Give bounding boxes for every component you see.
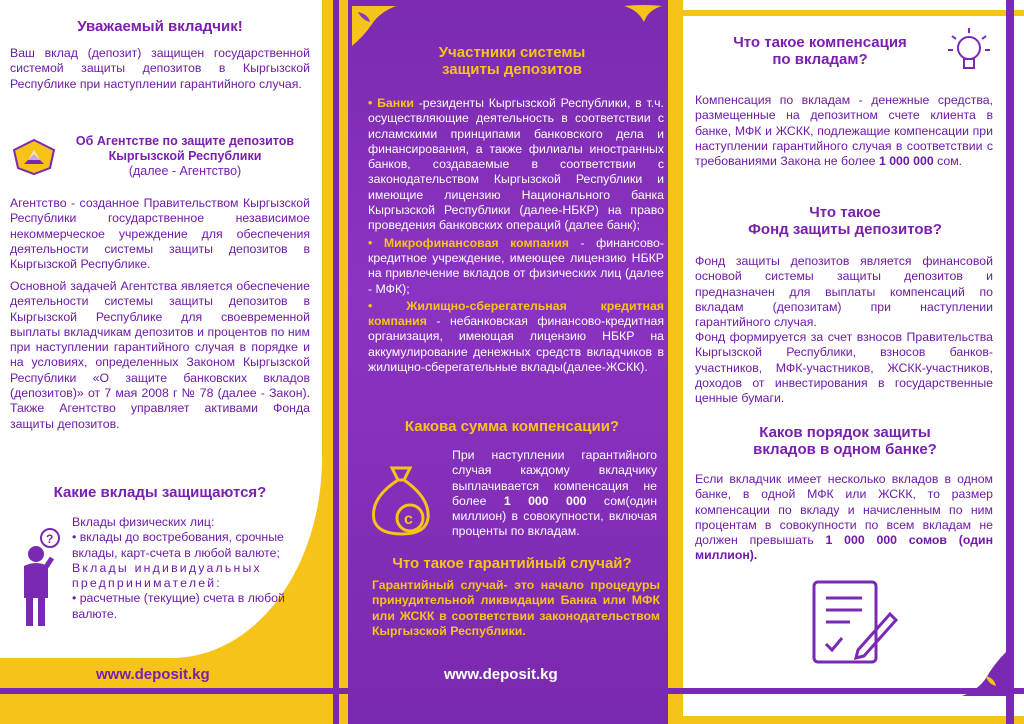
money-bag-icon [364, 458, 440, 538]
entrepreneurs-label: Вклады индивидуальных предпринимателей: [72, 560, 262, 591]
website-link-panel1[interactable]: www.deposit.kg [96, 666, 210, 683]
individuals-item: • вклады до востребования, срочные вклады, карт-счета в любой валюте; [72, 530, 284, 560]
order-title-line1: Каков порядок защиты [759, 424, 931, 441]
panel1-divider-bar [333, 0, 339, 724]
order-text [695, 472, 993, 564]
comp-currency: сом. [937, 154, 963, 169]
banks-label: Банки [377, 96, 414, 110]
mfc-label: Микрофинансовая компания [383, 235, 569, 250]
fund-text2: Фонд формируется за счет взносов Правительства Кыргызской Республики, взносов банков-участников, МФК-участников, ЖСКК-участников, доходов от инвестирования в государственные ценные бумаги. [695, 330, 993, 406]
order-text-body: Если вкладчик имеет несколько вкладов в одном банке, в одной МФК или ЖСКК, то размер компенсации по вкладу и начисленным по ним процентам в совокупности по всем вкладам не должен превышать [695, 472, 993, 548]
greeting-text: Ваш вклад (депозит) защищен государственной системой защиты депозитов в Кыргызской Республике при наступлении гарантийного случая. [10, 46, 310, 91]
amount-text-after: сом(один миллион) в совокупности, включая проценты по вкладам. [452, 493, 657, 539]
protected-list [72, 515, 312, 622]
order-value: 1 000 000 сомов (один миллион). [695, 533, 994, 563]
agency-task-text: Основной задачей Агентства является обеспечение деятельности системы защиты депозитов в Кыргызской Республике для своевременной выплаты вкладчикам депозитов и процентов по ним при наступлении гарантийного случая в порядке и на условиях, определенных Законом Кыргызской Республики «О защите банковских вкладов (депозитов)» от 7 мая 2008 г № 78 (далее - Закон). Также Агентство управляет активами Фонда защиты депозитов. [10, 279, 310, 431]
agency-title-line1: Об Агентстве по защите депозитов [75, 134, 295, 148]
website-link-panel2[interactable]: www.deposit.kg [444, 666, 558, 683]
hsk-label: Жилищно-сберегательная кредитная компания [368, 298, 664, 329]
participants-title-line2: защиты депозитов [442, 61, 582, 78]
panel3-top-stripe [683, 10, 1024, 16]
participants-title [362, 44, 662, 78]
mfc-text: - финансово-кредитное учреждение, имеющее лицензию НБКР на привлечение вкладов от физических лиц (далее - МФК); [368, 235, 664, 296]
participants-list [368, 96, 664, 375]
ornament-bottom-right-icon [956, 648, 1008, 698]
agency-title [60, 134, 310, 179]
protected-title: Какие вклады защищаются? [53, 484, 267, 501]
fund-title-line1: Что такое [809, 204, 881, 221]
guarantee-text: Гарантийный случай- это начало процедуры принудительной ликвидации Банка или МФК или ЖСКК в соответствии законодательством Кыргызской Республики. [372, 578, 660, 638]
amount-text [452, 448, 657, 540]
amount-value: 1 000 000 [503, 493, 587, 508]
ornament-top-right-icon [624, 4, 664, 24]
order-title-line2: вкладов в одном банке? [753, 441, 937, 458]
agency-text: Агентство - созданное Правительством Кыргызской Республики государственное независимое некоммерческое учреждение для обеспечения деятельности системы защиты депозитов в Кыргызской Республике. [10, 196, 310, 272]
thinking-person-icon [16, 528, 62, 628]
panel3-right-bar [1006, 0, 1014, 724]
lightbulb-icon [944, 26, 994, 78]
comp-value: 1 000 000 [878, 154, 934, 169]
banks-text: -резиденты Кыргызской Республики, в т.ч. осуществляющие деятельность в соответствии с исламскими принципами банковского дела и финансирования, а также филиалы иностранных банков, создаваемые в соответствии с законодательством Кыргызской Республики и имеющие лицензию Национального банка Кыргызской Республики (далее-НБКР) на право проведения банковских операций (далее банк); [368, 96, 664, 233]
document-pen-icon [806, 578, 902, 668]
svg-text:c: c [404, 511, 413, 528]
greeting-title: Уважаемый вкладчик! [77, 18, 243, 35]
agency-logo [12, 138, 56, 176]
hsk-item: • Жилищно-сберегательная кредитная компания - небанковская финансово-кредитная организация, имеющая лицензию НБКР на аккумулирование денежных средств вкладчиков в жилищно-сберегательные вклады(далее-ЖСКК). [368, 298, 664, 375]
comp-title-line1: Что такое компенсация [733, 34, 907, 51]
fund-title-line2: Фонд защиты депозитов? [748, 221, 942, 238]
comp-title-line2: по вкладам? [772, 51, 868, 68]
guarantee-title: Что такое гарантийный случай? [392, 555, 632, 572]
amount-text-before: При наступлении гарантийного случая каждому вкладчику выплачивается компенсация не более [452, 448, 657, 508]
entrepreneurs-item: • расчетные (текущие) счета в любой валюте. [72, 591, 285, 621]
order-title [690, 424, 1000, 458]
participants-title-line1: Участники системы [438, 44, 586, 61]
bottom-stripe [0, 688, 1024, 694]
comp-text-body: Компенсация по вкладам - денежные средства, размещенные на депозитном счете клиента в банке, МФК и ЖСКК, подлежащие компенсации при наступлении гарантийного случая в соответствии с требованиями Закона не более [695, 93, 993, 169]
banks-item: • Банки -резиденты Кыргызской Республики, в т.ч. осуществляющие деятельность в соответствии с исламскими принципами банковского дела и финансирования, а также филиалы иностранных банков, создаваемые в соответствии с законодательством Кыргызской Республики и имеющие лицензию Национального банка Кыргызской Республики (далее-НБКР) на право проведения банковских операций (далее банк); [368, 96, 664, 233]
comp-text [695, 93, 993, 169]
svg-text:?: ? [46, 532, 54, 546]
amount-title: Какова сумма компенсации? [404, 418, 620, 435]
fund-text1: Фонд защиты депозитов является финансовой основой системы защиты депозитов и предназначен для выплаты компенсаций по вкладам (депозитам) при наступлении гарантийного случая. [695, 254, 993, 330]
agency-title-line3: (далее - Агентство) [128, 164, 242, 178]
fund-title [690, 204, 1000, 238]
comp-title [700, 34, 940, 68]
hsk-text: - небанковская финансово-кредитная организация, имеющая лицензию НБКР на аккумулирование денежных средств вкладчиков в жилищно-сберегательные вклады(далее-ЖСКК). [368, 314, 664, 375]
mfc-item: • Микрофинансовая компания - финансово-кредитное учреждение, имеющее лицензию НБКР на привлечение вкладов от физических лиц (далее - МФК); [368, 235, 664, 296]
agency-title-line2: Кыргызской Республики [108, 149, 262, 163]
individuals-label: Вклады физических лиц: [72, 515, 215, 529]
